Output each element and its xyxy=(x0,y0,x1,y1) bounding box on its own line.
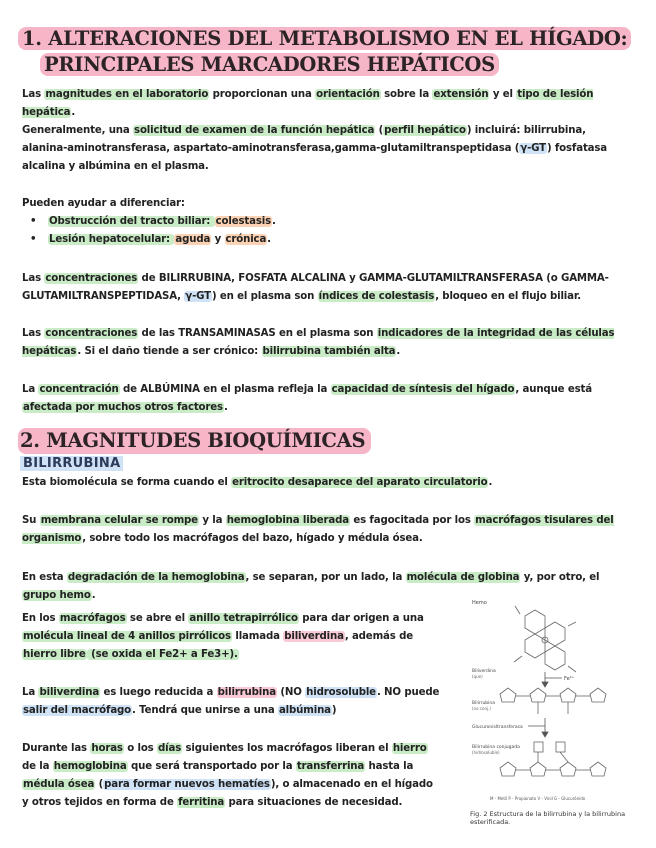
figure-label-fe: Fe²⁺ xyxy=(564,676,575,682)
paragraph-colestasis: Las concentraciones de BILIRRUBINA, FOSFATA ALCALINA y GAMMA-GLUTAMILTRANSFERASA (o GAMMA-GLUTAMILTRANSPEPTIDASA, γ-GT) en el plasma son índices de colestasis, bloqueo en el flujo biliar. xyxy=(22,273,609,302)
paragraph-diferenciar-intro: Pueden ayudar a diferenciar: xyxy=(22,198,185,209)
paragraph-macrofagos: En los macrófagos se abre el anillo tetrapirrólico para dar origen a una molécula lineal de 4 anillos pirrólicos llamada biliverdina, además de hierro libre (se oxida el Fe2+ a Fe3+). xyxy=(22,613,424,660)
heme-ring-diagram xyxy=(514,606,576,672)
bilirubin-structure-figure xyxy=(470,596,630,832)
figure-caption: Fig. 2 Estructura de la bilirrubina y la bilirrubina esterificada. xyxy=(470,810,626,826)
paragraph-eritrocito: Esta biomolécula se forma cuando el eritrocito desaparece del aparato circulatorio. xyxy=(22,477,493,488)
main-title-line2: PRINCIPALES MARCADORES HEPÁTICOS xyxy=(40,53,499,76)
figure-label-bilirrubina: Bilirrubina xyxy=(472,701,496,706)
paragraph-perfil-hepatico: Generalmente, una solicitud de examen de la función hepática (perfil hepático) incluirá: bilirrubina, alanina-aminotransferasa, aspartato-aminotransferasa,gamma-glutamiltranspeptidasa (γ-GT) fosfatasa alcalina y albúmina en el plasma. xyxy=(22,125,608,172)
diferenciar-list xyxy=(22,213,656,249)
paragraph-hierro: Durante las horas o los días siguientes los macrófagos liberan el hierro de la hemoglobina que será transportado por la transferrina hasta la médula ósea (para formar nuevos hematíes), o almacenado en el hígado y otros tejidos en forma de ferritina para situaciones de necesidad. xyxy=(22,743,433,808)
paragraph-degradacion: En esta degradación de la hemoglobina, se separan, por un lado, la molécula de globina y, por otro, el grupo hemo. xyxy=(22,572,600,601)
figure-label-biliverdina: Biliverdina xyxy=(472,669,496,674)
arrow-hemo-biliverdina xyxy=(542,672,562,687)
main-title-line1: 1. ALTERACIONES DEL METABOLISMO EN EL HÍGADO: xyxy=(18,27,631,50)
section-title-magnitudes: 2. MAGNITUDES BIOQUÍMICAS xyxy=(18,428,371,454)
paragraph-biliverdina: La biliverdina es luego reducida a bilirrubina (NO hidrosoluble. NO puede salir del macrófago. Tendrá que unirse a una albúmina) xyxy=(22,687,440,716)
figure-label-hemo: Hemo xyxy=(472,600,487,606)
paragraph-membrana: Su membrana celular se rompe y la hemoglobina liberada es fagocitada por los macrófagos tisulares del organismo, sobre todo los macrófagos del bazo, hígado y médula ósea. xyxy=(22,515,614,544)
figure-label-conjugada-sub: (hidrosoluble) xyxy=(472,750,500,755)
paragraph-intro: Las magnitudes en el laboratorio proporcionan una orientación sobre la extensión y el tipo de lesión hepática. xyxy=(22,89,594,118)
figure-label-conjugada: Bilirrubina conjugada xyxy=(472,745,520,750)
list-item: • Obstrucción del tracto biliar: colestasis. xyxy=(48,213,656,231)
paragraph-albumina: La concentración de ALBÚMINA en el plasma refleja la capacidad de síntesis del hígado, aunque está afectada por muchos otros factores. xyxy=(22,384,592,413)
subsection-title-bilirrubina: BILIRRUBINA xyxy=(20,456,123,471)
main-title xyxy=(18,26,638,78)
list-item: • Lesión hepatocelular: aguda y crónica. xyxy=(48,231,656,249)
figure-label-bilirrubina-sub: (no conj.) xyxy=(472,706,491,711)
figure-label-glucuronil: Glucuronisltransferasa xyxy=(472,725,523,730)
figure-legend: M - Metil P - Propionato V - Vinil G - Glucurónido xyxy=(490,796,586,801)
arrow-glucuronidacion xyxy=(528,718,548,737)
bilirubin-chain-diagram xyxy=(500,688,606,714)
paragraph-transaminasas: Las concentraciones de las TRANSAMINASAS en el plasma son indicadores de la integridad de las células hepáticas. Si el daño tiende a ser crónico: bilirrubina también alta. xyxy=(22,328,615,357)
figure-label-biliverdina-sub: (que) xyxy=(472,674,483,679)
